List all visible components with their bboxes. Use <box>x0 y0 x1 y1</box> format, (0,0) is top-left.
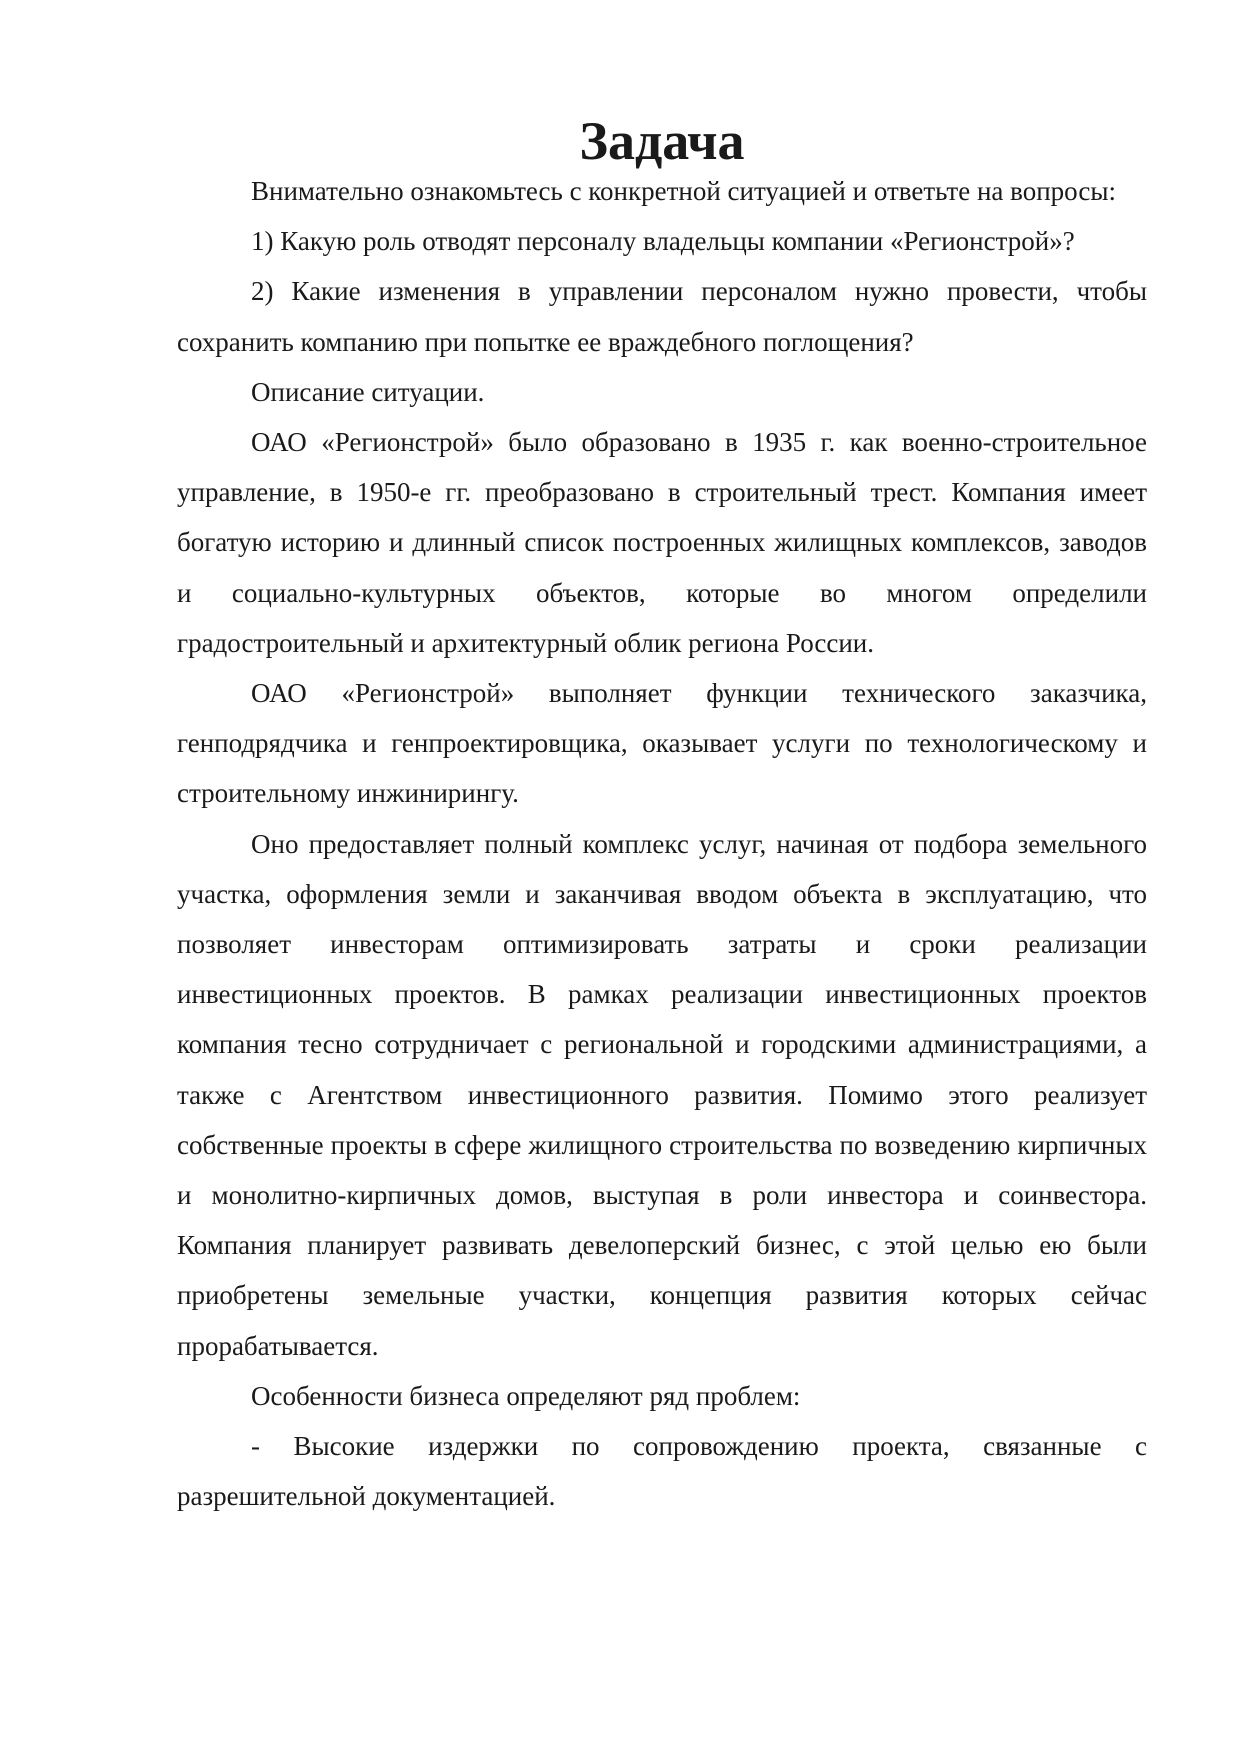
services-paragraph: Оно предоставляет полный комплекс услуг, начиная от подбора земельного участка, оформления земли и заканчивая вводом объекта в эксплуатацию, что позволяет инвесторам оптимизировать затраты и сроки реализации инвестиционных проектов. В рамках реализации инвестиционных проектов компания тесно сотрудничает с региональной и городскими администрациями, а также с Агентством инвестиционного развития. Помимо этого реализует собственные проекты в сфере жилищного строительства по возведению кирпичных и монолитно-кирпичных домов, выступая в роли инвестора и соинвестора. Компания планирует развивать девелоперский бизнес, с этой целью ею были приобретены земельные участки, концепция развития которых сейчас прорабатывается. <box>177 828 1147 1361</box>
problem-item-1: - Высокие издержки по сопровождению проекта, связанные с разрешительной документацией. <box>177 1431 1147 1512</box>
intro-paragraph: Внимательно ознакомьтесь с конкретной ситуацией и ответьте на вопросы: <box>251 176 1116 206</box>
document-title: Задача <box>579 111 745 171</box>
company-history-paragraph: ОАО «Регионстрой» было образовано в 1935 г. как военно-строительное управление, в 1950-е гг. преобразовано в строительный трест. Компания имеет богатую историю и длинный список построенных жилищных комплексов, заводов и социально-культурных объектов, которые во многом определили градостроительный и архитектурный облик региона России. <box>177 427 1147 658</box>
document-body <box>177 111 1147 1521</box>
situation-heading: Описание ситуации. <box>251 376 485 407</box>
question-2: 2) Какие изменения в управлении персоналом нужно провести, чтобы сохранить компанию при попытке ее враждебного поглощения? <box>177 276 1147 357</box>
company-functions-paragraph: ОАО «Регионстрой» выполняет функции технического заказчика, генподрядчика и генпроектировщика, оказывает услуги по технологическому и строительному инжинирингу. <box>177 678 1147 809</box>
problems-heading: Особенности бизнеса определяют ряд проблем: <box>251 1380 801 1411</box>
question-1: 1) Какую роль отводят персоналу владельцы компании «Регионстрой»? <box>251 226 1075 257</box>
